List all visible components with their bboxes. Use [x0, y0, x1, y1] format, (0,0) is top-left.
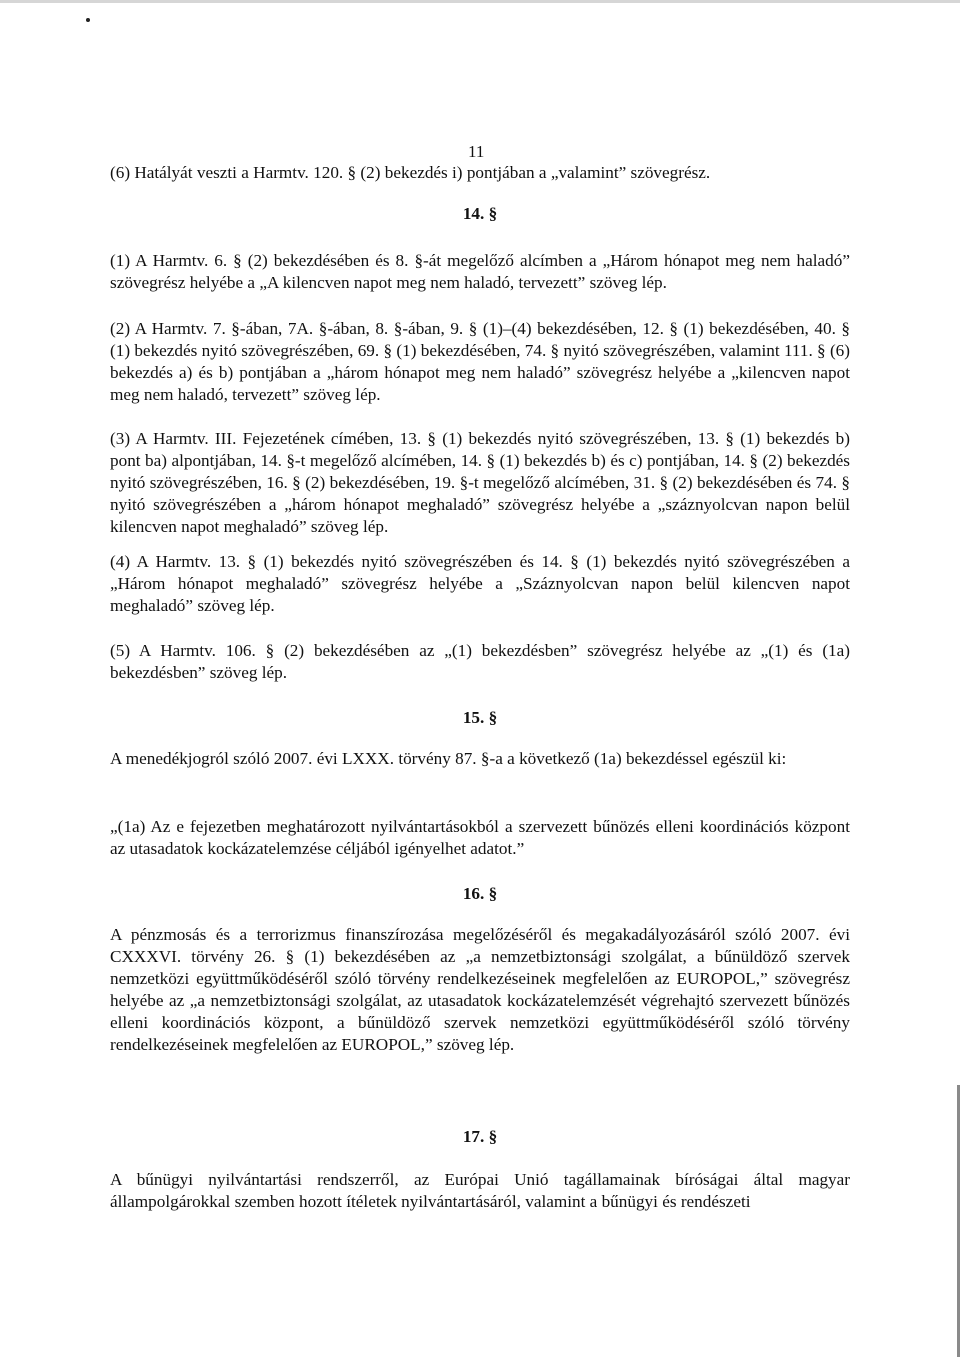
scan-edge-line	[0, 0, 960, 3]
section-17-text: A bűnügyi nyilvántartási rendszerről, az Európai Unió tagállamainak bíróságai által magyar állampolgárokkal szemben hozott ítéletek nyilvántartásáról, valamint a bűnügyi és rendészeti	[110, 1170, 850, 1211]
section-15-heading: 15. §	[462, 708, 498, 727]
section-14-heading: 14. §	[462, 204, 498, 223]
section-14-paragraph-3: (3) A Harmtv. III. Fejezetének címében, 13. § (1) bekezdés nyitó szövegrészében, 13. § (1) bekezdés b) pont ba) alpontjában, 14. §-t megelőző alcímében, 14. § (1) bekezdés b) és c) pontjában, 14. § (2) bekezdés nyitó szövegrészében, 16. § (2) bekezdésében, 19. §-t megelőző alcímében, 31. § (2) bekezdésében és 74. § nyitó szövegrészében a „három hónapot meghaladó” szövegrész helyébe a „száznyolcvan napon belül kilencven napot meghaladó” szöveg lép.	[110, 429, 850, 536]
scan-speck	[86, 18, 90, 22]
section-14-paragraph-4: (4) A Harmtv. 13. § (1) bekezdés nyitó szövegrészében és 14. § (1) bekezdés nyitó szövegrészében a „Három hónapot meghaladó” szövegrész helyébe a „Száznyolcvan napon belül kilencven napot meghaladó” szöveg lép.	[110, 552, 850, 615]
section-16-heading: 16. §	[462, 884, 498, 903]
paragraph-6: (6) Hatályát veszti a Harmtv. 120. § (2) bekezdés i) pontjában a „valamint” szövegrész.	[110, 163, 711, 182]
section-16-text: A pénzmosás és a terrorizmus finanszírozása megelőzéséről és megakadályozásáról szóló 2007. évi CXXXVI. törvény 26. § (1) bekezdésében az „a nemzetbiztonsági szolgálat, a bűnüldöző szervek nemzetközi együttműködéséről szóló törvény rendelkezéseinek megfelelően az EUROPOL,” szövegrész helyébe az „a nemzetbiztonsági szolgálat, az utasadatok kockázatelemzését végrehajtó szervezett bűnözés elleni koordinációs központ, a bűnüldöző szervek nemzetközi együttműködéséről szóló törvény rendelkezéseinek megfelelően az EUROPOL,” szöveg lép.	[110, 925, 850, 1054]
section-14-paragraph-5: (5) A Harmtv. 106. § (2) bekezdésében az „(1) bekezdésben” szövegrész helyébe az „(1) és (1a) bekezdésben” szöveg lép.	[110, 641, 850, 682]
section-15-quote: „(1a) Az e fejezetben meghatározott nyilvántartásokból a szervezett bűnözés elleni koordinációs központ az utasadatok kockázatelemzése céljából igényelhet adatot.”	[110, 817, 850, 858]
section-14-paragraph-1: (1) A Harmtv. 6. § (2) bekezdésében és 8. §-át megelőző alcímben a „Három hónapot meg nem haladó” szövegrész helyébe a „A kilencven napot meg nem haladó, tervezett” szöveg lép.	[110, 251, 850, 292]
section-17-heading: 17. §	[462, 1127, 498, 1146]
section-15-intro: A menedékjogról szóló 2007. évi LXXX. törvény 87. §-a a következő (1a) bekezdéssel egészül ki:	[110, 749, 787, 768]
page-number: 11	[468, 142, 485, 161]
section-14-paragraph-2: (2) A Harmtv. 7. §-ában, 7A. §-ában, 8. §-ában, 9. § (1)–(4) bekezdésében, 12. § (1) bekezdésében, 40. § (1) bekezdés nyitó szövegrészében, 69. § (1) bekezdésében, 74. § nyitó szövegrészében, valamint 111. § (6) bekezdés a) és b) pontjában a „három hónapot meg nem haladó” szövegrész helyébe a „kilencven napot meg nem haladó, tervezett” szöveg lép.	[110, 319, 850, 404]
